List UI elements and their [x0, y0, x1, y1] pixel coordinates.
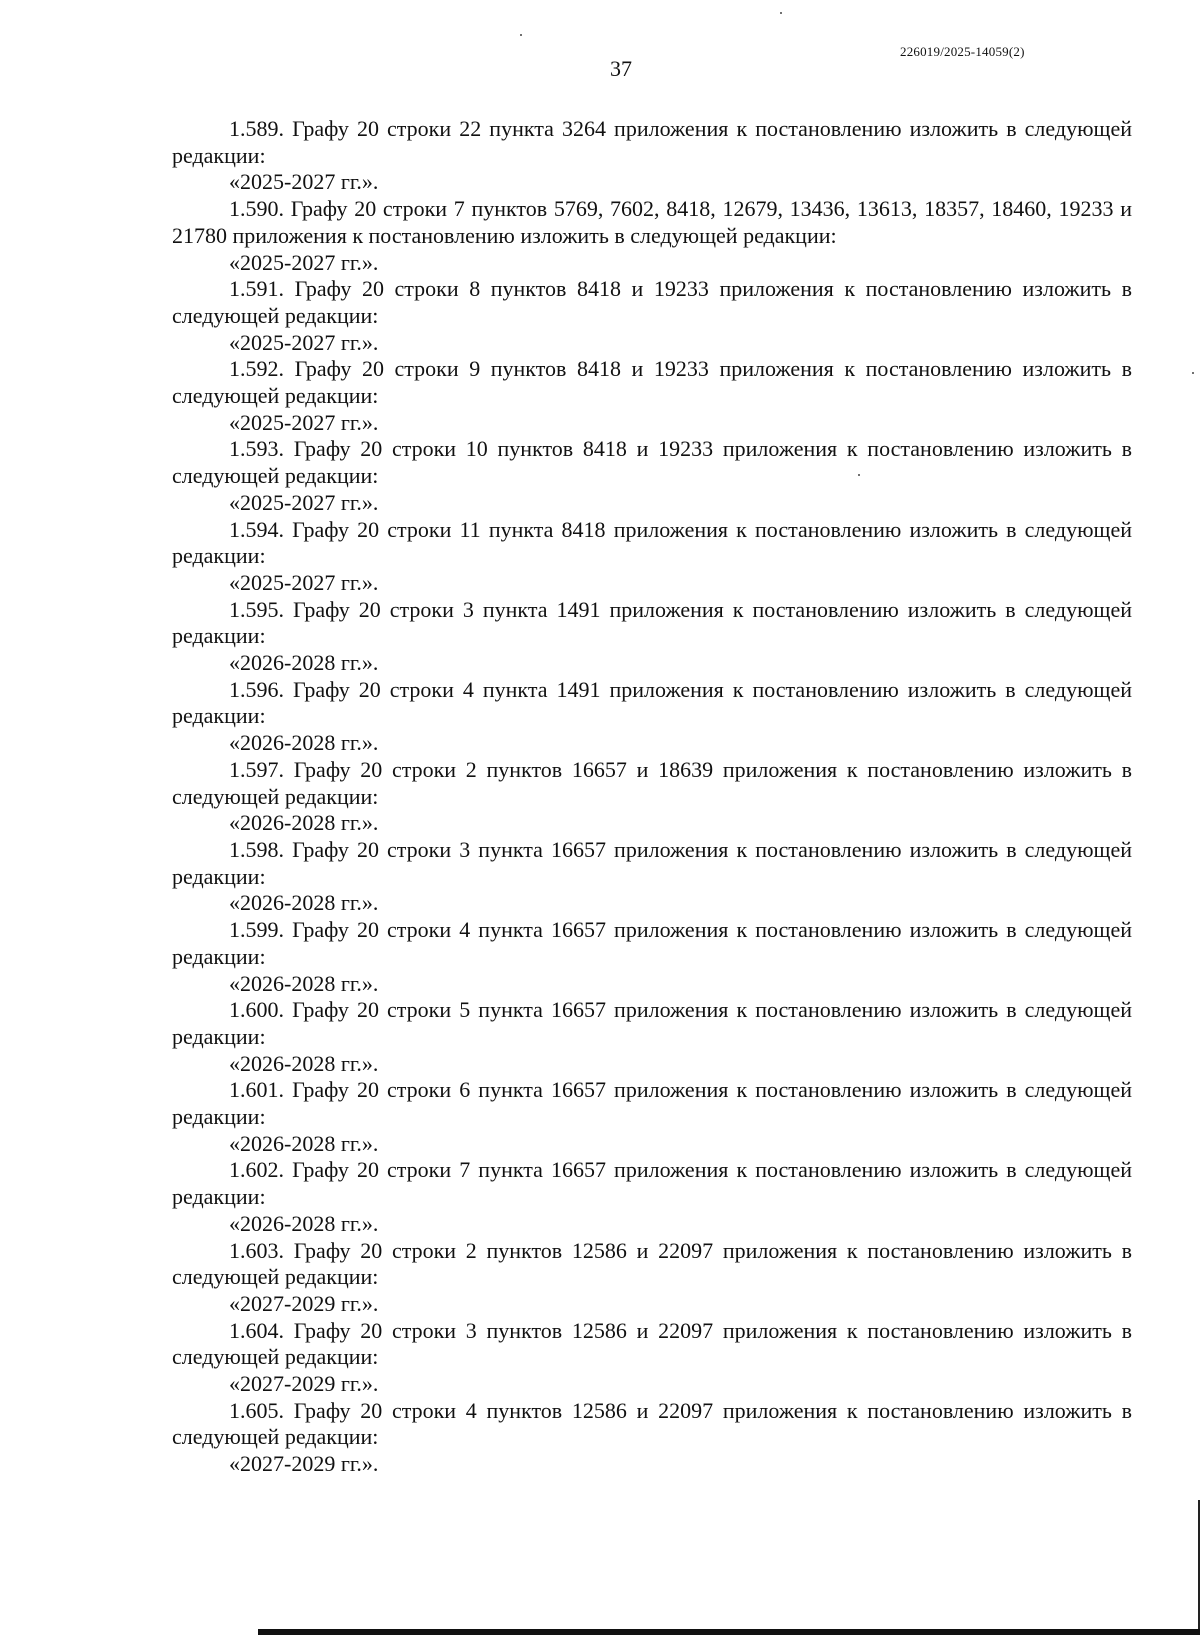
item-paragraph: 1.590. Графу 20 строки 7 пунктов 5769, 7602, 8418, 12679, 13436, 13613, 18357, 18460, 19233 и 21780 приложения к постановлению изложить в следующей редакции: — [172, 196, 1132, 248]
scan-speck — [780, 12, 782, 14]
item-quote: «2026-2028 гг.». — [229, 1050, 379, 1076]
item-paragraph: 1.605. Графу 20 строки 4 пунктов 12586 и 22097 приложения к постановлению изложить в следующей редакции: — [172, 1397, 1132, 1450]
item-quote: «2025-2027 гг.». — [229, 569, 379, 595]
scan-speck — [1192, 372, 1194, 374]
item-quote: «2025-2027 гг.». — [229, 169, 379, 195]
item-paragraph: 1.602. Графу 20 строки 7 пункта 16657 приложения к постановлению изложить в следующей редакции: — [172, 1157, 1132, 1210]
item-quote: «2026-2028 гг.». — [229, 730, 379, 756]
item-quote: «2025-2027 гг.». — [229, 409, 379, 435]
item-quote: «2026-2028 гг.». — [229, 1210, 379, 1236]
document-body — [172, 116, 1132, 1478]
item-quote: «2027-2029 гг.». — [229, 1451, 379, 1477]
item-quote: «2027-2029 гг.». — [229, 1371, 379, 1397]
item-quote: «2025-2027 гг.». — [229, 249, 379, 275]
item-paragraph: 1.592. Графу 20 строки 9 пунктов 8418 и 19233 приложения к постановлению изложить в следующей редакции: — [172, 356, 1132, 409]
item-paragraph: 1.601. Графу 20 строки 6 пункта 16657 приложения к постановлению изложить в следующей редакции: — [172, 1077, 1132, 1130]
item-paragraph: 1.594. Графу 20 строки 11 пункта 8418 приложения к постановлению изложить в следующей редакции: — [172, 516, 1132, 569]
scan-speck — [858, 474, 860, 476]
item-quote: «2026-2028 гг.». — [229, 970, 379, 996]
scan-bottom-line — [258, 1629, 1200, 1635]
item-quote: «2026-2028 гг.». — [229, 1130, 379, 1156]
item-paragraph: 1.591. Графу 20 строки 8 пунктов 8418 и 19233 приложения к постановлению изложить в следующей редакции: — [172, 276, 1132, 328]
item-quote: «2026-2028 гг.». — [229, 810, 379, 836]
item-paragraph: 1.604. Графу 20 строки 3 пунктов 12586 и 22097 приложения к постановлению изложить в следующей редакции: — [172, 1317, 1132, 1370]
item-paragraph: 1.603. Графу 20 строки 2 пунктов 12586 и 22097 приложения к постановлению изложить в следующей редакции: — [172, 1237, 1132, 1290]
item-paragraph: 1.600. Графу 20 строки 5 пункта 16657 приложения к постановлению изложить в следующей редакции: — [172, 997, 1132, 1049]
item-paragraph: 1.596. Графу 20 строки 4 пункта 1491 приложения к постановлению изложить в следующей редакции: — [172, 676, 1132, 729]
item-quote: «2026-2028 гг.». — [229, 890, 379, 916]
item-paragraph: 1.589. Графу 20 строки 22 пункта 3264 приложения к постановлению изложить в следующей редакции: — [172, 116, 1132, 168]
item-paragraph: 1.599. Графу 20 строки 4 пункта 16657 приложения к постановлению изложить в следующей редакции: — [172, 917, 1132, 969]
item-quote: «2025-2027 гг.». — [229, 489, 379, 515]
scan-speck — [520, 34, 522, 36]
item-paragraph: 1.593. Графу 20 строки 10 пунктов 8418 и 19233 приложения к постановлению изложить в следующей редакции: — [172, 436, 1132, 489]
page-number: 37 — [610, 56, 632, 81]
item-quote: «2026-2028 гг.». — [229, 650, 379, 676]
item-quote: «2025-2027 гг.». — [229, 329, 379, 355]
item-quote: «2027-2029 гг.». — [229, 1290, 379, 1316]
document-code: 226019/2025-14059(2) — [900, 44, 1025, 59]
item-paragraph: 1.595. Графу 20 строки 3 пункта 1491 приложения к постановлению изложить в следующей редакции: — [172, 596, 1132, 649]
item-paragraph: 1.598. Графу 20 строки 3 пункта 16657 приложения к постановлению изложить в следующей редакции: — [172, 836, 1132, 889]
item-paragraph: 1.597. Графу 20 строки 2 пунктов 16657 и 18639 приложения к постановлению изложить в следующей редакции: — [172, 756, 1132, 809]
